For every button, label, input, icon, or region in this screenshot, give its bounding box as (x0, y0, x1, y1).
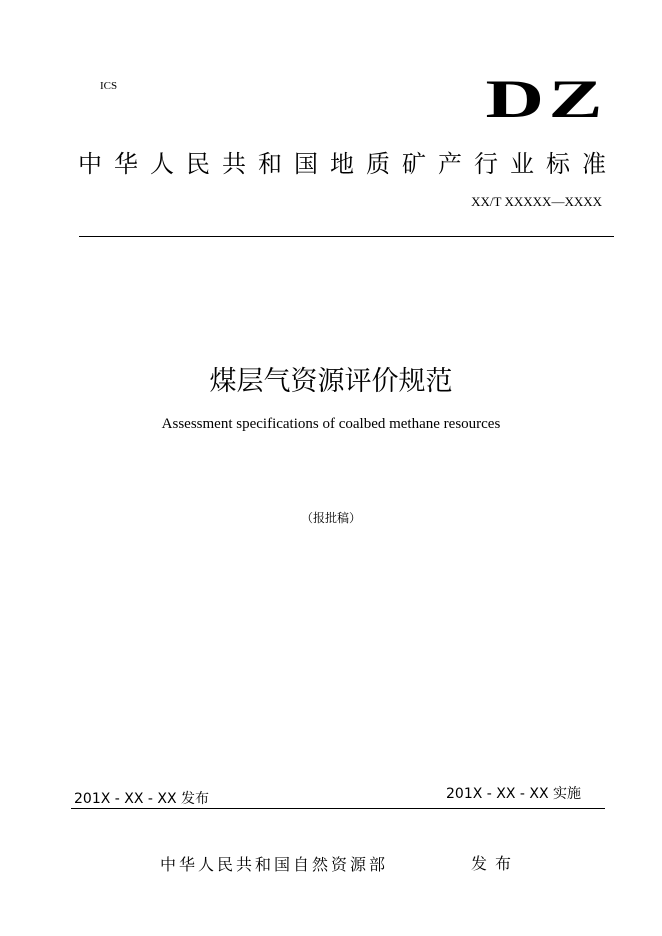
ics-label: ICS (100, 80, 118, 92)
publish-date: 201X - XX - XX 发布 (74, 791, 210, 807)
footer-divider (71, 808, 605, 809)
document-title: 煤层气资源评价规范 (209, 366, 453, 397)
document-title-english: Assessment specifications of coalbed methane resources (161, 416, 501, 432)
dz-logo: DZ (485, 69, 607, 129)
standard-code: XX/T XXXXX—XXXX (471, 194, 602, 209)
issuing-authority: 中华人民共和国自然资源部 (160, 855, 389, 874)
draft-status-note: （报批稿） (300, 511, 361, 525)
issue-label: 发布 (471, 854, 520, 873)
implement-date: 201X - XX - XX 实施 (446, 786, 582, 802)
standard-title: 中华人民共和国地质矿产行业标准 (78, 150, 618, 178)
header-divider (79, 236, 614, 237)
